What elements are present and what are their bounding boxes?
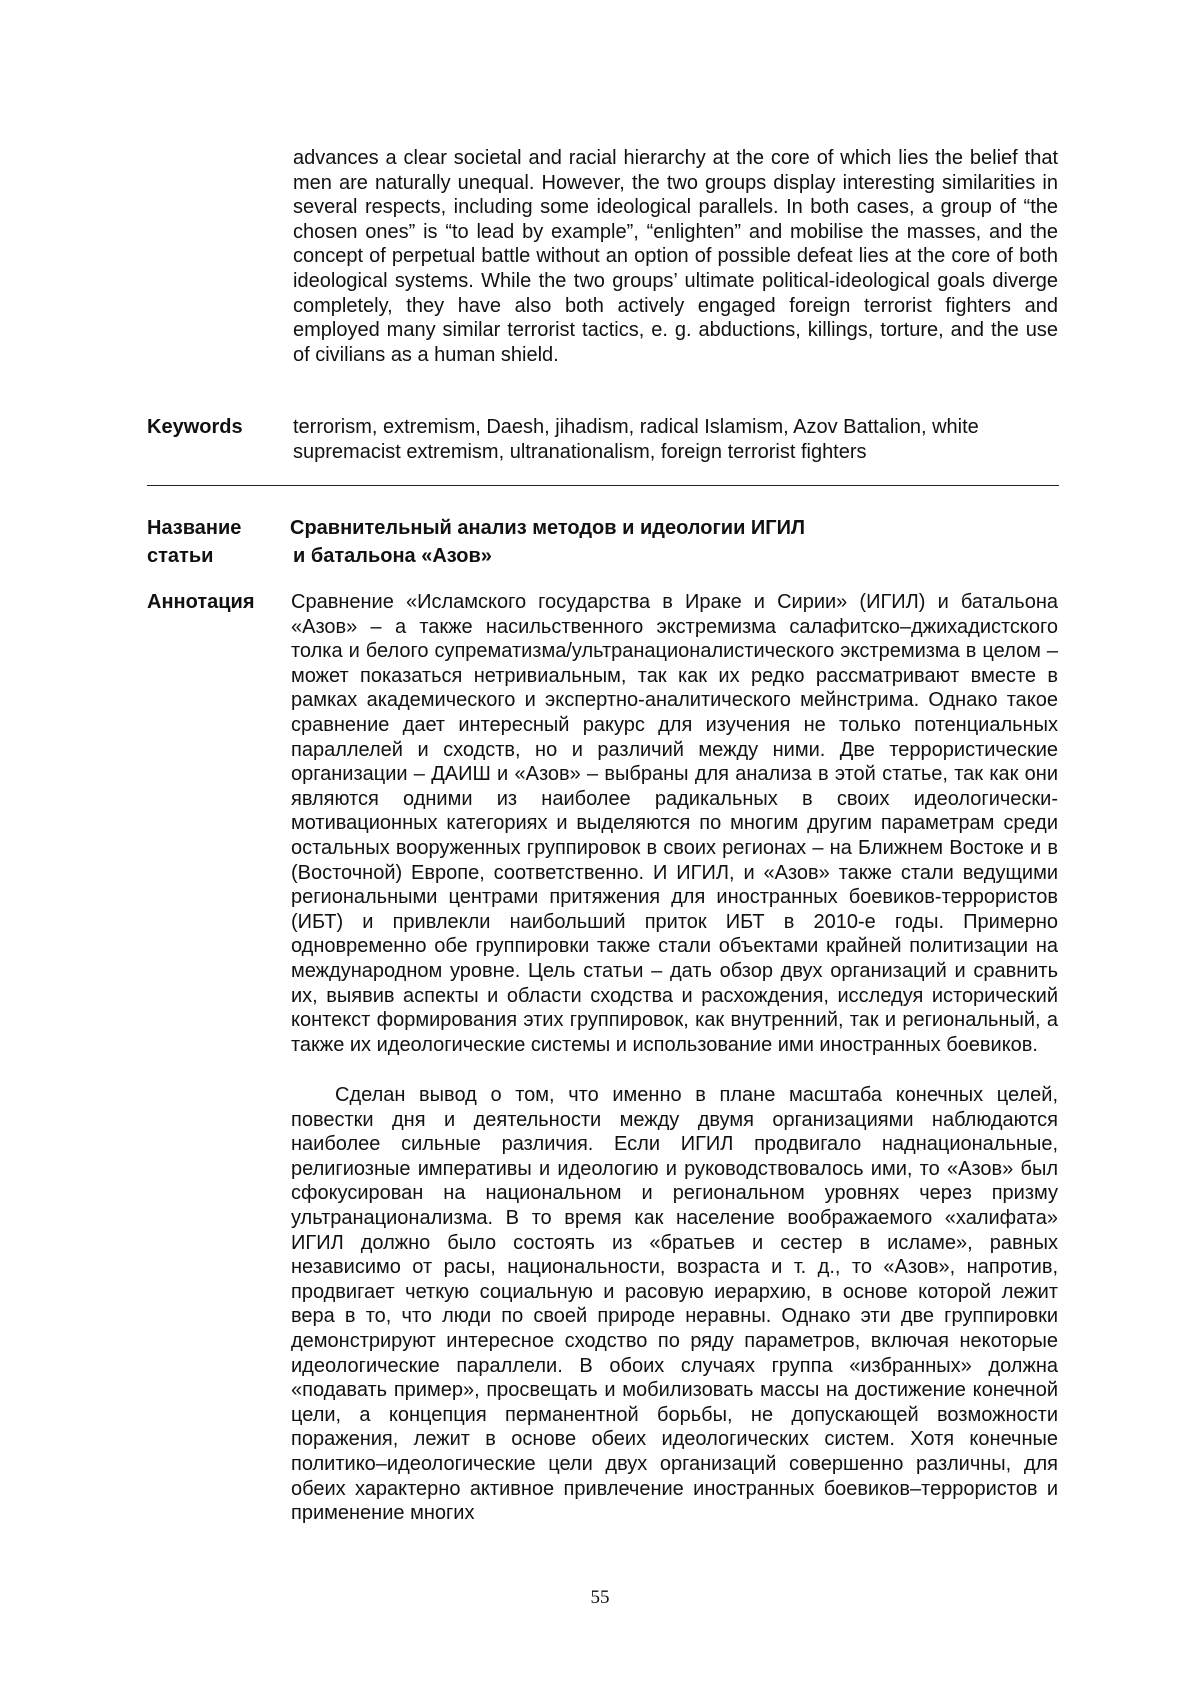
annotation-paragraph-2: Сделан вывод о том, что именно в плане масштаба конечных целей, повестки дня и деятельности между двумя организациями наблюдаются наиболее сильные различия. Если ИГИЛ продвигало наднациональные, религиозные императивы и идеологию и руководствовалось ими, то «Азов» был сфокусирован на национальном и региональном уровнях через призму ультранационализма. В то время как население воображаемого «халифата» ИГИЛ должно было состоять из «братьев и сестер в исламе», равных независимо от расы, национальности, возраста и т. д., то «Азов», напротив, продвигает четкую социальную и расовую иерархию, в основе которой лежит вера в то, что люди по своей природе неравны. Однако эти две группировки демонстрируют интересное сходство по ряду параметров, включая некоторые идеологические параллели. В обоих случаях группа «избранных» должна «подавать пример», просвещать и мобилизовать массы на достижение конечной цели, а концепция перманентной борьбы, не допускающей возможности поражения, лежит в основе обеих идеологических систем. Хотя конечные политико–идеологические цели двух организаций совершенно различны, для обеих характерно активное привлечение иностранных боевиков–террористов и применение многих — [291, 1084, 1058, 1525]
article-title-ru — [290, 514, 1050, 570]
section-separator — [147, 485, 1059, 486]
annotation-label: Аннотация — [147, 591, 255, 613]
keywords-text: terrorism, extremism, Daesh, jihadism, radical Islamism, Azov Battalion, white supremacist extremism, ultranationalism, foreign terrorist fighters — [293, 416, 979, 463]
article-title-line-2: и батальона «Азов» — [293, 545, 492, 567]
annotation-paragraph-1: Сравнение «Исламского государства в Ираке и Сирии» (ИГИЛ) и батальона «Азов» – а также насильственного экстремизма салафитско–джихадистского толка и белого супрематизма/ультранационалистического экстремизма в целом – может показаться нетривиальным, так как их редко рассматривают вместе в рамках академического и экспертно-аналитического мейнстрима. Однако такое сравнение дает интересный ракурс для изучения не только потенциальных параллелей и сходств, но и различий между ними. Две террористические организации – ДАИШ и «Азов» – выбраны для анализа в этой статье, так как они являются одними из наиболее радикальных в своих идеологически-мотивационных категориях и выделяются по многим другим параметрам среди остальных вооруженных группировок в своих регионах – на Ближнем Востоке и в (Восточной) Европе, соответственно. И ИГИЛ, и «Азов» также стали ведущими региональными центрами притяжения для иностранных боевиков-террористов (ИБТ) и привлекли наибольший приток ИБТ в 2010-е годы. Примерно одновременно обе группировки также стали объектами крайней политизации на международном уровне. Цель статьи – дать обзор двух организаций и сравнить их, выявив аспекты и области сходства и расхождения, исследуя исторический контекст формирования этих группировок, как внутренний, так и региональный, а также их идеологические системы и использование ими иностранных боевиков. — [291, 591, 1058, 1056]
page-number: 55 — [590, 1587, 610, 1608]
keywords-label: Keywords — [147, 416, 243, 438]
english-abstract-continuation: advances a clear societal and racial hierarchy at the core of which lies the belief that men are naturally unequal. However, the two groups display interesting similarities in several respects, including some ideological parallels. In both cases, a group of “the chosen ones” is “to lead by example”, “enlighten” and mobilise the masses, and the concept of perpetual battle without an option of possible defeat lies at the core of both ideological systems. While the two groups’ ultimate political-ideological goals diverge completely, they have also both actively engaged foreign terrorist fighters and employed many similar terrorist tactics, e. g. abductions, killings, torture, and the use of civilians as a human shield. — [293, 147, 1058, 366]
article-title-label: Название статьи — [147, 517, 242, 567]
article-title-line-1: Сравнительный анализ методов и идеологии ИГИЛ — [290, 517, 806, 539]
